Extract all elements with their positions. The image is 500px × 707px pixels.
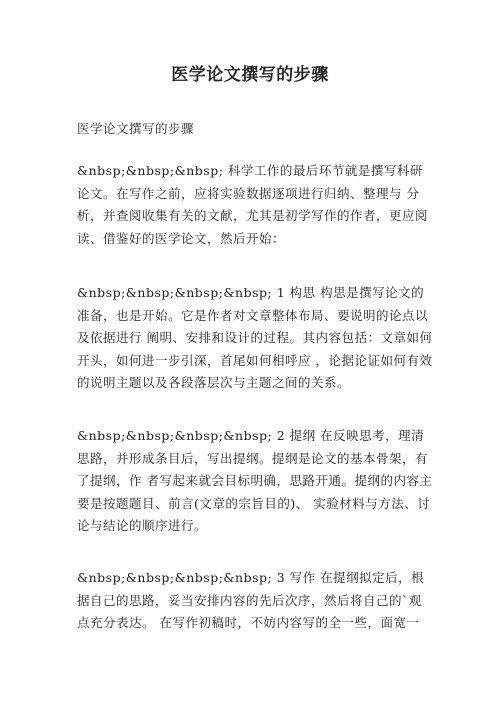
paragraph-step-1: &nbsp;&nbsp;&nbsp;&nbsp; 1 构思 构思是撰写论文的准备，也是开始。它是作者对文章整体布局、要说明的论点以及依据进行 阐明、安排和设计的过程。其内容包括：文章如何开头，如何进一步引深，首尾如何相呼应 ，论据论证如何有效的说明主题以及各段落层次与主题之间的关系。 xyxy=(77,285,433,390)
document-subtitle: 医学论文撰写的步骤 xyxy=(77,121,195,136)
document-title: 医学论文撰写的步骤 xyxy=(171,65,329,85)
paragraph-step-3: &nbsp;&nbsp;&nbsp;&nbsp; 3 写作 在提纲拟定后，根据自己的思路，妥当安排内容的先后次序，然后将自己的`观点充分表达。 在写作初稿时，不妨内容写的全一些，面宽一 xyxy=(77,570,425,630)
paragraph-step-2: &nbsp;&nbsp;&nbsp;&nbsp; 2 提纲 在反映思考，理清思路，并形成条目后，写出提纲。提纲是论文的基本骨架，有了提纲，作 者写起来就会目标明确，思路开通。提纲的内容主要是按题题目、前言(文章的宗旨目的)、 实验材料与方法、讨论与结论的顺序进行。 xyxy=(77,428,433,533)
paragraph-intro: &nbsp;&nbsp;&nbsp; 科学工作的最后环节就是撰写科研论文。在写作之前，应将实验数据逐项进行归纳、整理与 分析，并查阅收集有关的文献，尤其是初学写作的作者，更应阅读、借鉴好的医学论文，然后开始： xyxy=(77,163,429,246)
